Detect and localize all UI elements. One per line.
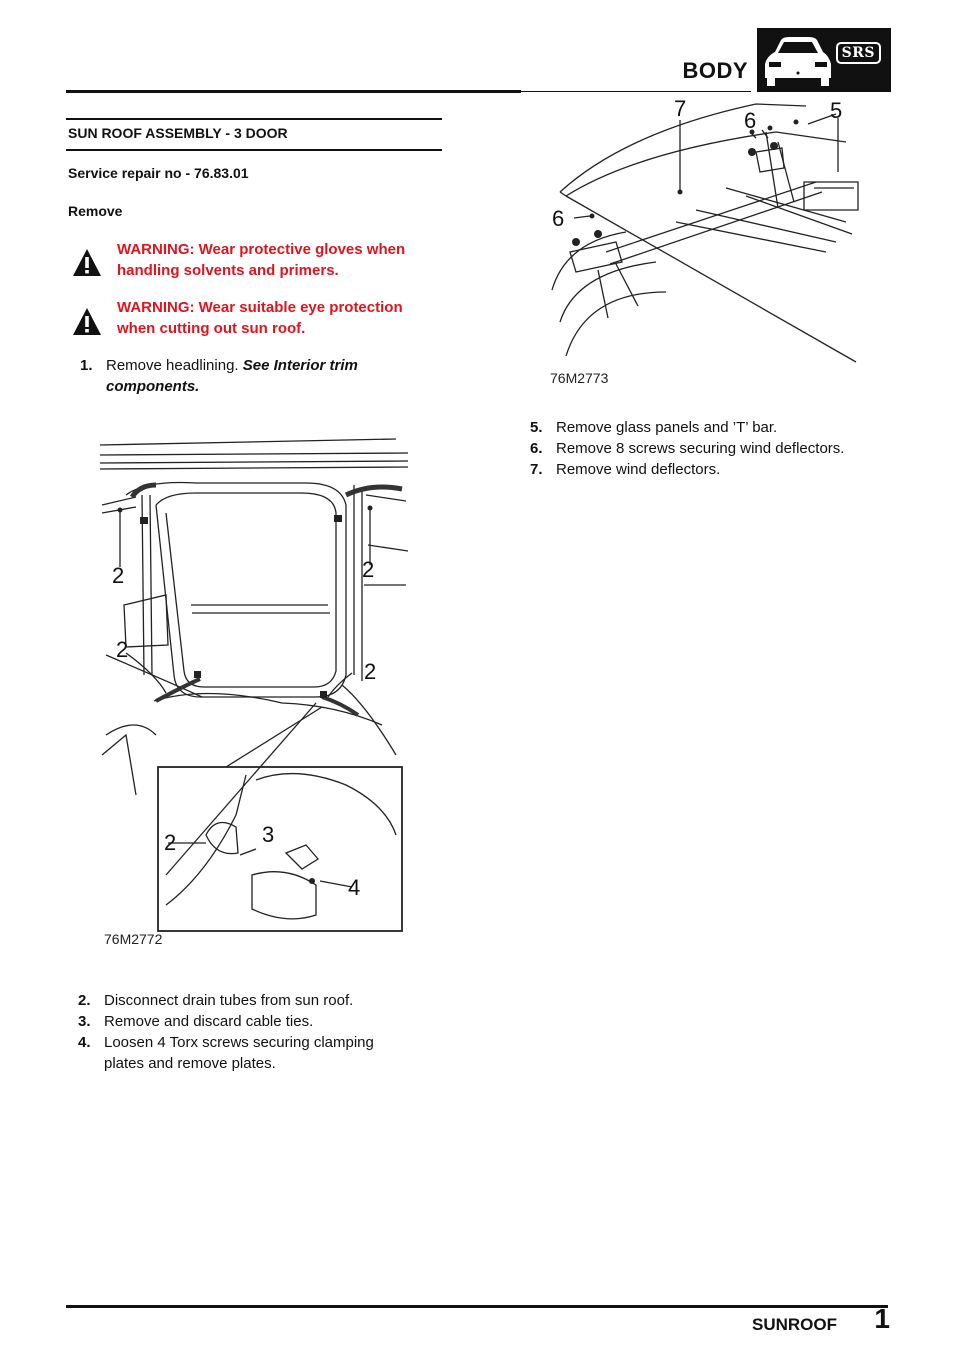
car-front-icon: [757, 28, 835, 92]
page-header-title: BODY: [682, 58, 748, 83]
figure-wind-deflectors-drawing: [546, 92, 866, 392]
step-text: Remove headlining.: [106, 357, 239, 374]
step-text: Remove and discard cable ties.: [104, 1013, 314, 1030]
step-number: 3.: [78, 1013, 91, 1030]
callout-5: 5: [830, 98, 843, 123]
step-number: 6.: [530, 440, 543, 457]
page-number: 1: [874, 1303, 890, 1334]
warning-line: handling solvents and primers.: [117, 262, 339, 279]
step-2: [78, 990, 458, 1011]
warning-eye-protection: [117, 297, 447, 339]
callout-2: 2: [364, 659, 377, 684]
footer-rule: [66, 1305, 888, 1308]
step-6: [530, 438, 930, 459]
callout-6: 6: [552, 206, 565, 231]
step-number: 4.: [78, 1034, 91, 1051]
step-1: [80, 355, 460, 397]
step-text: Disconnect drain tubes from sun roof.: [104, 992, 354, 1009]
cross-reference-link[interactable]: Interior trim: [273, 357, 358, 374]
step-5: [530, 417, 910, 438]
see-label: See: [242, 357, 270, 374]
warning-line: when cutting out sun roof.: [117, 320, 306, 337]
figure-drain-tubes: [96, 435, 416, 952]
step-text: Remove glass panels and ’T’ bar.: [556, 419, 778, 436]
figure-code-right: 76M2773: [550, 370, 609, 386]
srs-badge: SRS: [836, 42, 881, 64]
warning-triangle-icon: [72, 248, 102, 283]
warning-line: WARNING: Wear suitable eye protection: [117, 299, 403, 316]
callout-7: 7: [674, 96, 687, 121]
service-repair-number: Service repair no - 76.83.01: [68, 165, 249, 181]
section-rule-bottom: [66, 149, 442, 151]
step-text: Remove wind deflectors.: [556, 461, 721, 478]
remove-subheading: Remove: [68, 203, 123, 219]
footer-section-name: SUNROOF: [752, 1315, 837, 1334]
figure-drain-tubes-drawing: [96, 435, 416, 947]
step-3: [78, 1011, 458, 1032]
step-text: Loosen 4 Torx screws securing clamping: [104, 1034, 374, 1051]
warning-line: WARNING: Wear protective gloves when: [117, 241, 406, 258]
step-number: 5.: [530, 419, 543, 436]
callout-2: 2: [164, 830, 177, 855]
step-text: Remove 8 screws securing wind deflectors.: [556, 440, 845, 457]
callout-2: 2: [112, 563, 125, 588]
step-text-cont: plates and remove plates.: [104, 1055, 276, 1072]
callout-2: 2: [362, 557, 375, 582]
callout-2: 2: [116, 637, 129, 662]
srs-logo: [757, 28, 891, 92]
step-number: 7.: [530, 461, 543, 478]
figure-wind-deflectors: [546, 92, 866, 397]
header-rule: [66, 90, 521, 93]
step-4: [78, 1032, 458, 1074]
step-number: 2.: [78, 992, 91, 1009]
cross-reference-link-cont[interactable]: components.: [106, 378, 200, 395]
step-number: 1.: [80, 357, 93, 374]
warning-gloves: [117, 239, 447, 281]
section-rule-top: [66, 118, 442, 120]
callout-4: 4: [348, 875, 361, 900]
callout-3: 3: [262, 822, 275, 847]
warning-triangle-icon: [72, 307, 102, 342]
figure-code-left: 76M2772: [104, 931, 163, 947]
step-7: [530, 459, 910, 480]
section-title: SUN ROOF ASSEMBLY - 3 DOOR: [68, 125, 288, 141]
callout-6: 6: [744, 108, 757, 133]
